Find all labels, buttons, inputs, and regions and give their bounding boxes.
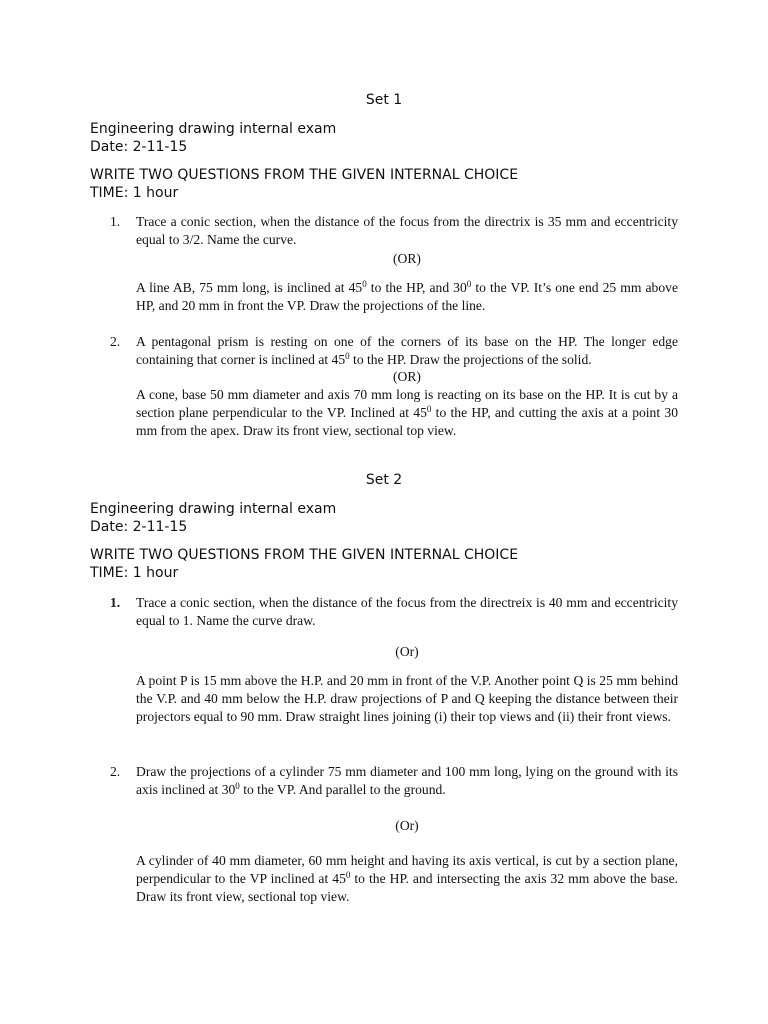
set2-q1-number: 1. (110, 595, 121, 610)
set2-q2b: A cylinder of 40 mm diameter, 60 mm height and having its axis vertical, is cut by a section plane, perpendicular to the VP inclined at $45^0$ to the HP. and intersecting the axis 32 mm above the base. Draw its front view, sectional top view. (136, 853, 679, 904)
set1-title: Set 1 (365, 92, 403, 108)
set2-q2-or: (Or) (395, 818, 419, 833)
set2-exam-title: Engineering drawing internal exam (90, 501, 337, 517)
set1-exam-title: Engineering drawing internal exam (90, 121, 337, 137)
set2-instruction: WRITE TWO QUESTIONS FROM THE GIVEN INTERNAL CHOICE (90, 547, 519, 563)
set1-q2-or: (OR) (393, 369, 421, 384)
set1-q1-number: 1. (110, 214, 121, 229)
set1-q1a: Trace a conic section, when the distance of the focus from the directrix is 35 mm and eccentricity equal to 3/2. Name the curve. (136, 214, 678, 247)
set1-time: TIME: 1 hour (90, 185, 179, 201)
set1-q2b: A cone, base 50 mm diameter and axis 70 mm long is reacting on its base on the HP. It is cut by a section plane perpendicular to the VP. Inclined at $45^0$ to the HP, and cutting the axis at a point 30 mm from the apex. Draw its front view, sectional top view. (136, 387, 678, 438)
set2-date: Date: 2-11-15 (90, 519, 188, 535)
set1-q1-or: (OR) (393, 251, 421, 266)
set1-q2a: A pentagonal prism is resting on one of the corners of its base on the HP. The longer edge containing that corner is inclined at $45^0$ to the HP. Draw the projections of the solid. (136, 334, 678, 367)
set2-q1b: A point P is 15 mm above the H.P. and 20 mm in front of the V.P. Another point Q is 25 mm behind the V.P. and 40 mm below the H.P. draw projections of P and Q keeping the distance between their projectors equal to 90 mm. Draw straight lines joining (i) their top views and (ii) their front views. (136, 673, 678, 724)
set2-q2a: Draw the projections of a cylinder 75 mm diameter and 100 mm long, lying on the ground with its axis inclined at $30^0$ to the VP. And parallel to the ground. (136, 764, 678, 797)
set2-q1-or: (Or) (395, 644, 419, 659)
set1-instruction: WRITE TWO QUESTIONS FROM THE GIVEN INTERNAL CHOICE (90, 167, 519, 183)
set1-q1b: A line AB, 75 mm long, is inclined at $45^0$ to the HP, and $30^0$ to the VP. It’s one end 25 mm above HP, and 20 mm in front the VP. Draw the projections of the line. (136, 279, 678, 313)
set1-date: Date: 2-11-15 (90, 139, 188, 155)
set1-q2-number: 2. (110, 334, 121, 349)
set2-title: Set 2 (365, 472, 403, 488)
set2-q2-number: 2. (110, 764, 121, 779)
set2-q1a: Trace a conic section, when the distance of the focus from the directreix is 40 mm and eccentricity equal to 1. Name the curve draw. (136, 595, 678, 628)
set2-time: TIME: 1 hour (90, 565, 179, 581)
